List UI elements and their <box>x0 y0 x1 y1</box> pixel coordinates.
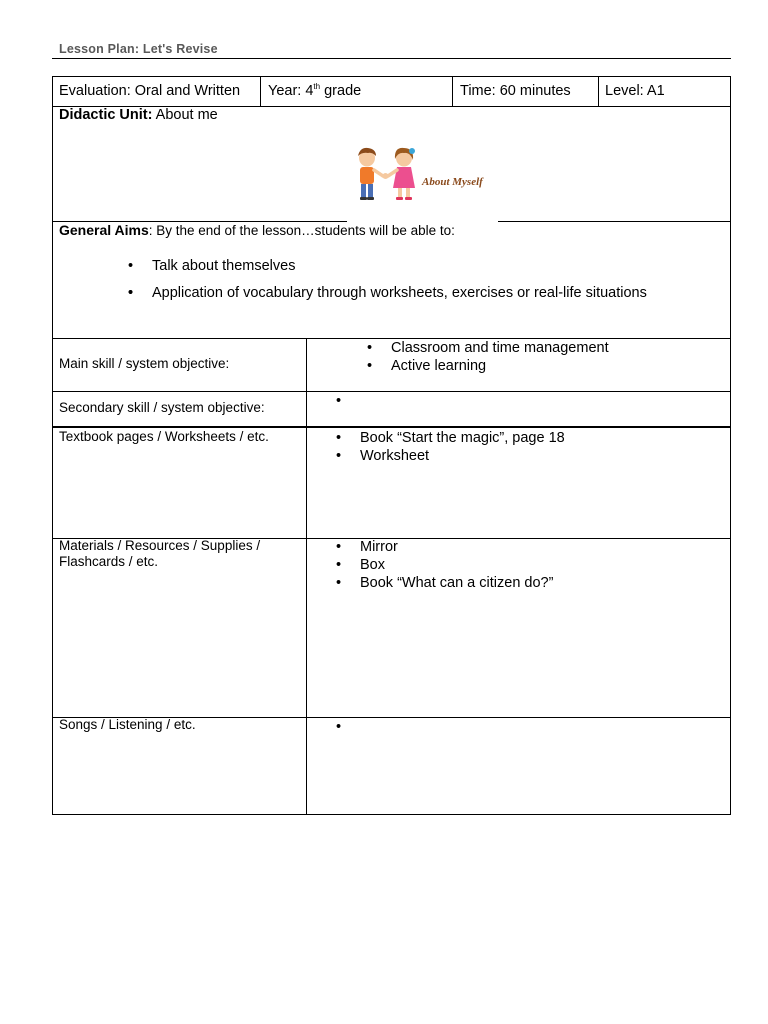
list-item: • Mirror <box>336 538 553 556</box>
border-didactic-bottom-right <box>498 221 731 222</box>
border-left <box>52 76 53 815</box>
border-col-year <box>260 76 261 107</box>
materials-label-line2: Flashcards / etc. <box>59 553 159 569</box>
page-header-title: Lesson Plan: Let's Revise <box>59 42 218 56</box>
songs-label: Songs / Listening / etc. <box>59 717 196 732</box>
border-col-time <box>452 76 453 107</box>
materials-label-line1: Materials / Resources / Supplies / <box>59 538 261 553</box>
general-aims-intro: : By the end of the lesson…students will be able to: <box>148 223 455 238</box>
general-aims-heading <box>59 222 455 240</box>
border-col-divider <box>306 338 307 815</box>
level-cell <box>605 83 665 99</box>
secondary-skill-label: Secondary skill / system objective: <box>59 400 265 415</box>
textbook-label: Textbook pages / Worksheets / etc. <box>59 429 269 444</box>
time-text: Time: 60 minutes <box>460 83 571 99</box>
border-top <box>52 76 731 77</box>
border-main-bottom <box>52 391 731 392</box>
lesson-plan-table <box>52 76 731 815</box>
didactic-unit-value: About me <box>152 107 218 123</box>
evaluation-text: Evaluation: Oral and Written <box>59 83 241 99</box>
border-col-level <box>598 76 599 107</box>
time-cell <box>460 83 571 99</box>
list-item: • Book “What can a citizen do?” <box>336 574 553 592</box>
list-item: • Application of vocabulary through worksheets, exercises or real-life situations <box>128 280 647 307</box>
materials-label <box>59 538 260 569</box>
list-item: • Classroom and time management <box>367 339 609 357</box>
didactic-unit-label: Didactic Unit: <box>59 107 153 123</box>
list-item: • Active learning <box>367 357 609 375</box>
materials-list <box>336 538 553 592</box>
level-text: Level: A1 <box>605 83 665 99</box>
list-item: • Talk about themselves <box>128 253 647 280</box>
year-cell <box>268 83 361 99</box>
year-sup: th <box>313 82 321 92</box>
textbook-list <box>336 429 565 465</box>
list-item: • Worksheet <box>336 447 565 465</box>
about-myself-illustration <box>350 146 500 212</box>
general-aims-label: General Aims <box>59 222 149 238</box>
general-aims-list <box>128 253 647 306</box>
main-skill-label: Main skill / system objective: <box>59 356 230 371</box>
border-secondary-bottom <box>52 426 731 428</box>
evaluation-cell <box>59 83 240 99</box>
list-item: • Book “Start the magic”, page 18 <box>336 429 565 447</box>
border-bottom <box>52 814 731 815</box>
year-suffix: grade <box>320 83 362 99</box>
main-skill-list <box>367 339 609 375</box>
border-right <box>730 76 731 815</box>
year-prefix: Year: 4 <box>268 83 314 99</box>
header-rule <box>52 58 731 59</box>
list-item: • Box <box>336 556 553 574</box>
didactic-unit-heading <box>59 107 218 123</box>
about-myself-caption: About Myself <box>422 176 483 188</box>
